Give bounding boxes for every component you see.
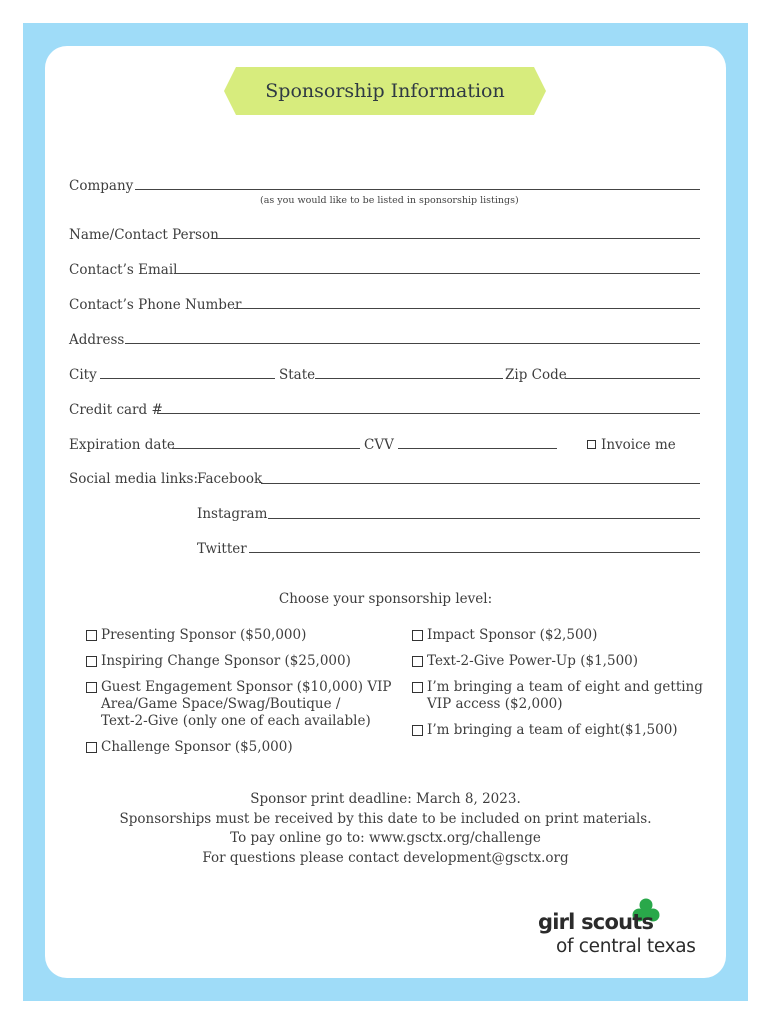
- facebook-label: Facebook: [197, 471, 263, 487]
- contact-note: For questions please contact development@gsctx.org: [202, 850, 569, 866]
- presenting-sponsor-label: Presenting Sponsor ($50,000): [101, 627, 307, 643]
- company-note: (as you would like to be listed in sponsorship listings): [260, 195, 519, 206]
- guest-engagement-label-line2: Area/Game Space/Swag/Boutique /: [101, 696, 341, 712]
- invoice-label: Invoice me: [601, 437, 676, 453]
- credit-card-field[interactable]: [157, 413, 700, 414]
- city-field[interactable]: [100, 378, 275, 379]
- address-field[interactable]: [125, 343, 700, 344]
- facebook-field[interactable]: [261, 483, 700, 484]
- inspiring-change-label: Inspiring Change Sponsor ($25,000): [101, 653, 351, 669]
- address-label: Address: [69, 332, 125, 348]
- company-field[interactable]: [135, 189, 700, 190]
- phone-label: Contact’s Phone Number: [69, 297, 242, 313]
- challenge-sponsor-label: Challenge Sponsor ($5,000): [101, 739, 293, 755]
- instagram-label: Instagram: [197, 506, 268, 522]
- twitter-field[interactable]: [249, 552, 700, 553]
- levels-heading: Choose your sponsorship level:: [278, 591, 493, 607]
- team-eight-label: I’m bringing a team of eight($1,500): [427, 722, 678, 738]
- guest-engagement-label-line3: Text-2-Give (only one of each available): [101, 713, 371, 729]
- twitter-label: Twitter: [197, 541, 247, 557]
- email-label: Contact’s Email: [69, 262, 178, 278]
- zip-label: Zip Code: [505, 367, 567, 383]
- team-vip-label-line1: I’m bringing a team of eight and getting: [427, 679, 703, 695]
- page-title: Sponsorship Information: [265, 80, 505, 102]
- expiration-label: Expiration date: [69, 437, 175, 453]
- cvv-label: CVV: [364, 437, 394, 453]
- state-field[interactable]: [315, 378, 503, 379]
- team-vip-label-line2: VIP access ($2,000): [427, 696, 563, 712]
- impact-sponsor-label: Impact Sponsor ($2,500): [427, 627, 598, 643]
- team-vip-checkbox[interactable]: [412, 682, 423, 693]
- social-media-label: Social media links:: [69, 471, 198, 487]
- girl-scouts-logo: [538, 898, 708, 960]
- print-deadline: Sponsor print deadline: March 8, 2023.: [250, 791, 521, 807]
- team-eight-checkbox[interactable]: [412, 725, 423, 736]
- city-label: City: [69, 367, 97, 383]
- pay-online-note: To pay online go to: www.gsctx.org/challenge: [230, 830, 541, 846]
- impact-sponsor-checkbox[interactable]: [412, 630, 423, 641]
- contact-name-label: Name/Contact Person: [69, 227, 219, 243]
- title-banner: [224, 67, 546, 115]
- invoice-checkbox[interactable]: [587, 440, 596, 449]
- guest-engagement-label-line1: Guest Engagement Sponsor ($10,000) VIP: [101, 679, 392, 695]
- text-2-give-checkbox[interactable]: [412, 656, 423, 667]
- credit-card-label: Credit card #: [69, 402, 163, 418]
- text-2-give-label: Text-2-Give Power-Up ($1,500): [427, 653, 639, 669]
- deadline-note: Sponsorships must be received by this date to be included on print materials.: [119, 811, 652, 827]
- challenge-sponsor-checkbox[interactable]: [86, 742, 97, 753]
- logo-text-bottom: of central texas: [556, 936, 696, 957]
- cvv-field[interactable]: [398, 448, 557, 449]
- logo-text-top: girl scouts: [538, 910, 654, 934]
- zip-field[interactable]: [565, 378, 700, 379]
- state-label: State: [279, 367, 316, 383]
- expiration-field[interactable]: [172, 448, 360, 449]
- instagram-field[interactable]: [268, 518, 700, 519]
- phone-field[interactable]: [234, 308, 700, 309]
- guest-engagement-checkbox[interactable]: [86, 682, 97, 693]
- presenting-sponsor-checkbox[interactable]: [86, 630, 97, 641]
- company-label: Company: [69, 178, 134, 194]
- contact-name-field[interactable]: [213, 238, 700, 239]
- email-field[interactable]: [174, 273, 700, 274]
- inspiring-change-checkbox[interactable]: [86, 656, 97, 667]
